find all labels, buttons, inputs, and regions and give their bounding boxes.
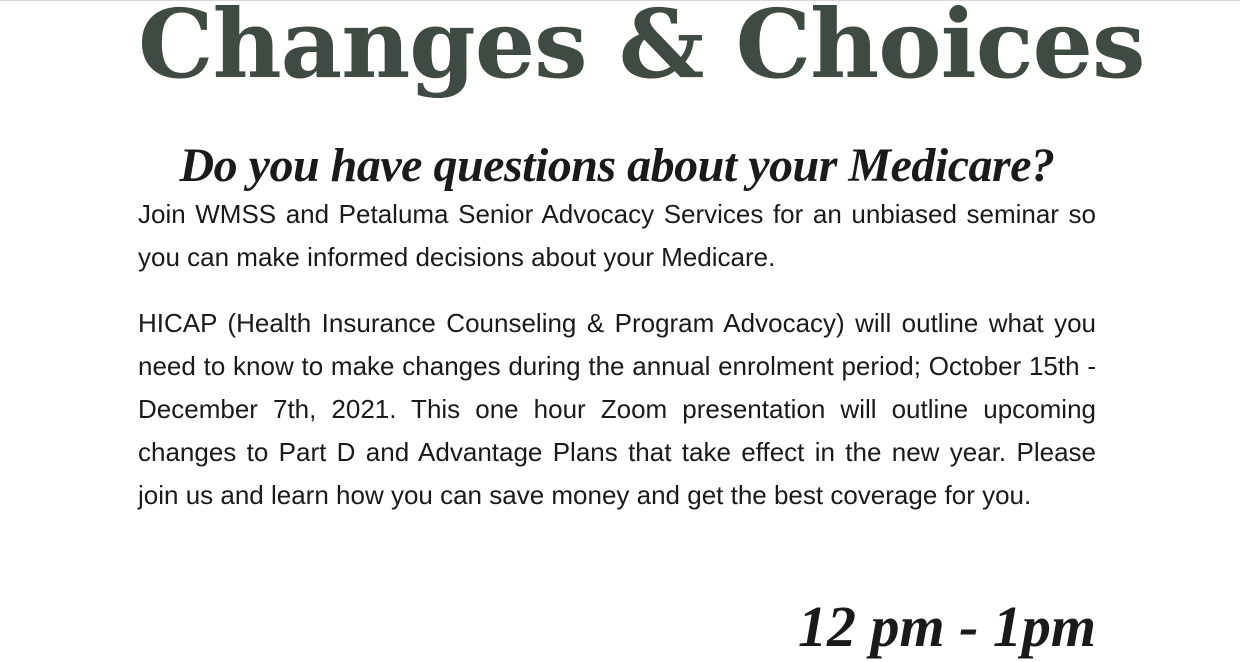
flyer-title: Changes & Choices [138, 0, 1145, 100]
intro-paragraph: Join WMSS and Petaluma Senior Advocacy Services for an unbiased seminar so you can make informed decisions about your Medicare. [138, 199, 1096, 272]
flyer-subtitle: Do you have questions about your Medicare? [179, 139, 1055, 192]
details-paragraph: HICAP (Health Insurance Counseling & Program Advocacy) will outline what you need to know to make changes during the annual enrolment period; October 15th - December 7th, 2021. This one hour Zoom presentation will outline upcoming changes to Part D and Advantage Plans that take effect in the new year. Please join us and learn how you can save money and get the best coverage for you. [138, 308, 1096, 510]
event-time: 12 pm - 1pm [797, 594, 1096, 659]
